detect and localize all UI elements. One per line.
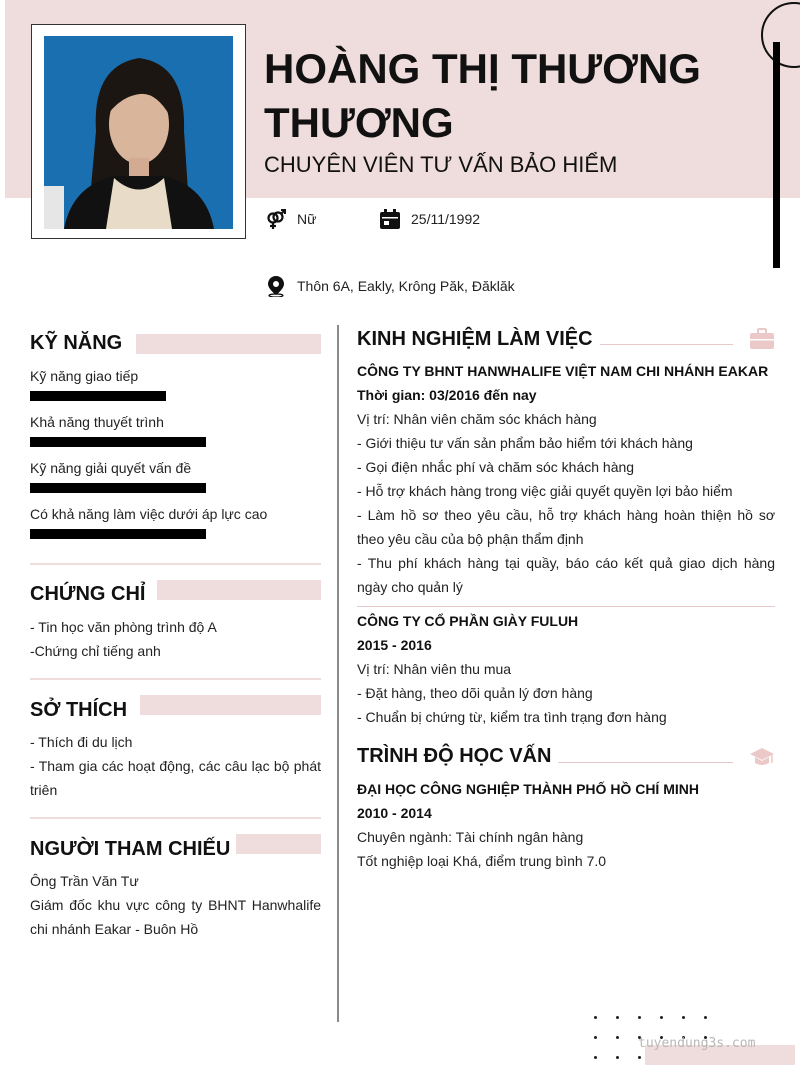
address-value: Thôn 6A, Eakly, Krông Păk, Đăklăk — [297, 278, 515, 294]
skill-label: Kỹ năng giao tiếp — [30, 368, 139, 384]
decorative-dot — [638, 1056, 641, 1059]
decorative-dot — [660, 1016, 663, 1019]
profile-photo — [44, 36, 233, 229]
school-name: ĐẠI HỌC CÔNG NGHIỆP THÀNH PHỐ HỒ CHÍ MINH — [357, 781, 699, 797]
gender-icon — [265, 208, 287, 230]
photo-frame — [31, 24, 246, 239]
job-period: 2015 - 2016 — [357, 637, 432, 653]
job-divider — [357, 606, 775, 607]
hobbies-heading-bar — [140, 695, 321, 715]
job-duty: - Làm hồ sơ theo yêu cầu, hỗ trợ khách hàng hoàn thiện hồ sơ theo yêu cầu của bộ phận thẩm định — [357, 507, 775, 547]
certificate-item: - Tin học văn phòng trình độ A — [30, 619, 217, 635]
birthdate-info — [379, 208, 480, 230]
experience-heading: KINH NGHIỆM LÀM VIỆC — [357, 328, 593, 350]
education-result: Tốt nghiệp loại Khá, điểm trung bình 7.0 — [357, 853, 607, 869]
education-period: 2010 - 2014 — [357, 805, 432, 821]
skill-bar — [30, 437, 206, 447]
job-duty: - Hỗ trợ khách hàng trong việc giải quyết quyền lợi bảo hiểm — [357, 483, 733, 499]
reference-name: Ông Trần Văn Tư — [30, 873, 139, 889]
decorative-dot — [616, 1036, 619, 1039]
job-duty: - Chuẩn bị chứng từ, kiểm tra tình trạng đơn hàng — [357, 709, 667, 725]
skill-bar — [30, 391, 166, 401]
certificate-item: -Chứng chỉ tiếng anh — [30, 643, 161, 659]
experience-heading-line — [600, 344, 733, 345]
references-heading: NGƯỜI THAM CHIẾU — [30, 838, 231, 860]
job-period: Thời gian: 03/2016 đến nay — [357, 387, 537, 403]
decorative-dot — [704, 1016, 707, 1019]
education-major: Chuyên ngành: Tài chính ngân hàng — [357, 829, 584, 845]
hobbies-heading: SỞ THÍCH — [30, 699, 128, 721]
skills-heading: KỸ NĂNG — [30, 332, 123, 354]
decorative-bar — [773, 42, 780, 268]
section-divider — [30, 678, 321, 680]
job-title: CHUYÊN VIÊN TƯ VẤN BẢO HIỂM — [264, 152, 618, 177]
briefcase-icon — [749, 326, 775, 352]
decorative-dot — [594, 1016, 597, 1019]
calendar-icon — [379, 208, 401, 230]
address-info — [265, 275, 515, 297]
job-position: Vị trí: Nhân viên thu mua — [357, 661, 512, 677]
graduation-cap-icon — [749, 744, 775, 770]
skill-label: Kỹ năng giải quyết vấn đề — [30, 460, 192, 476]
decorative-dot — [638, 1016, 641, 1019]
company-name: CÔNG TY CỔ PHẦN GIÀY FULUH — [357, 613, 579, 629]
column-divider — [337, 325, 339, 1022]
hobby-item: - Tham gia các hoạt động, các câu lạc bộ phát triên — [30, 758, 321, 798]
certificates-heading: CHỨNG CHỈ — [30, 583, 146, 605]
skill-label: Khả năng thuyết trình — [30, 414, 164, 430]
decorative-dot — [616, 1056, 619, 1059]
job-position: Vị trí: Nhân viên chăm sóc khách hàng — [357, 411, 597, 427]
map-pin-icon — [265, 275, 287, 297]
skill-bar — [30, 483, 206, 493]
section-divider — [30, 817, 321, 819]
skill-label: Có khả năng làm việc dưới áp lực cao — [30, 506, 268, 522]
job-duty: - Thu phí khách hàng tại quầy, báo cáo kết quả giao dịch hàng ngày cho quản lý — [357, 555, 775, 595]
education-heading-line — [558, 762, 733, 763]
job-duty: - Giới thiệu tư vấn sản phẩm bảo hiểm tới khách hàng — [357, 435, 693, 451]
skill-bar — [30, 529, 206, 539]
birthdate-value: 25/11/1992 — [411, 211, 481, 227]
watermark: tuyendung3s.com — [638, 1036, 756, 1051]
decorative-dot — [594, 1056, 597, 1059]
section-divider — [30, 563, 321, 565]
job-duty: - Đặt hàng, theo dõi quản lý đơn hàng — [357, 685, 593, 701]
job-duty: - Gọi điện nhắc phí và chăm sóc khách hàng — [357, 459, 635, 475]
references-heading-bar — [236, 834, 321, 854]
company-name: CÔNG TY BHNT HANWHALIFE VIỆT NAM CHI NHÁNH EAKAR — [357, 363, 769, 379]
skills-heading-bar — [136, 334, 321, 354]
decorative-dot — [594, 1036, 597, 1039]
reference-detail: Giám đốc khu vực công ty BHNT Hanwhalife chi nhánh Eakar - Buôn Hồ — [30, 897, 321, 937]
gender-value: Nữ — [297, 211, 317, 227]
decorative-dot — [682, 1016, 685, 1019]
decorative-dot — [616, 1016, 619, 1019]
certificates-heading-bar — [157, 580, 321, 600]
candidate-name: HOÀNG THỊ THƯƠNG THƯƠNG — [264, 45, 701, 146]
education-heading: TRÌNH ĐỘ HỌC VẤN — [357, 745, 552, 767]
gender-info — [265, 208, 316, 230]
hobby-item: - Thích đi du lịch — [30, 734, 133, 750]
